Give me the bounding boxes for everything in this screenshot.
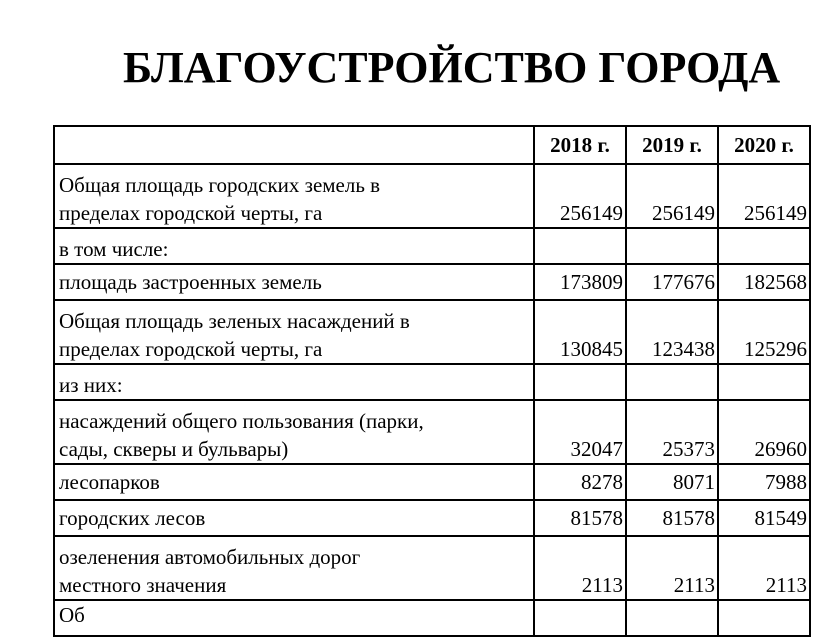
table-row xyxy=(54,600,810,636)
value-2020 xyxy=(718,364,810,400)
row-label: из них: xyxy=(54,364,534,400)
row-label-line1: озеленения автомобильных дорог xyxy=(59,545,361,569)
row-label xyxy=(54,536,534,600)
row-label xyxy=(54,164,534,228)
value-2020: 2113 xyxy=(718,536,810,600)
value-2019: 123438 xyxy=(626,300,718,364)
value-2020: 182568 xyxy=(718,264,810,300)
value-2019: 81578 xyxy=(626,500,718,536)
table-row xyxy=(54,300,810,364)
table-row xyxy=(54,228,810,264)
value-2020: 26960 xyxy=(718,400,810,464)
row-label-line1: Общая площадь зеленых насаждений в xyxy=(59,309,410,333)
value-2019 xyxy=(626,600,718,636)
value-2018: 2113 xyxy=(534,536,626,600)
row-label: городских лесов xyxy=(54,500,534,536)
header-year-2019: 2019 г. xyxy=(626,126,718,164)
table-row xyxy=(54,400,810,464)
value-2018: 130845 xyxy=(534,300,626,364)
row-label: в том числе: xyxy=(54,228,534,264)
row-label-line1: насаждений общего пользования (парки, xyxy=(59,409,424,433)
row-label: лесопарков xyxy=(54,464,534,500)
value-2018: 81578 xyxy=(534,500,626,536)
row-label xyxy=(54,300,534,364)
table-row xyxy=(54,364,810,400)
value-2018 xyxy=(534,364,626,400)
row-label: площадь застроенных земель xyxy=(54,264,534,300)
header-year-2018: 2018 г. xyxy=(534,126,626,164)
table-row xyxy=(54,464,810,500)
table-row xyxy=(54,164,810,228)
value-2019: 2113 xyxy=(626,536,718,600)
value-2019: 25373 xyxy=(626,400,718,464)
value-2018: 32047 xyxy=(534,400,626,464)
statistics-table xyxy=(53,125,811,637)
row-label-line2: местного значения xyxy=(59,573,227,597)
header-label-cell xyxy=(54,126,534,164)
row-label-line2: пределах городской черты, га xyxy=(59,337,323,361)
row-label xyxy=(54,400,534,464)
value-2019 xyxy=(626,364,718,400)
value-2019: 177676 xyxy=(626,264,718,300)
page-title: БЛАГОУСТРОЙСТВО ГОРОДА xyxy=(123,43,781,92)
table-row xyxy=(54,536,810,600)
value-2019: 256149 xyxy=(626,164,718,228)
value-2018 xyxy=(534,228,626,264)
value-2020: 125296 xyxy=(718,300,810,364)
value-2020 xyxy=(718,228,810,264)
row-label-line1: Общая площадь городских земель в xyxy=(59,173,381,197)
row-label: Об xyxy=(54,600,534,636)
value-2020 xyxy=(718,600,810,636)
value-2020: 256149 xyxy=(718,164,810,228)
value-2019 xyxy=(626,228,718,264)
table-row xyxy=(54,264,810,300)
value-2020: 81549 xyxy=(718,500,810,536)
row-label-line2: пределах городской черты, га xyxy=(59,201,323,225)
header-year-2020: 2020 г. xyxy=(718,126,810,164)
row-label-line2: сады, скверы и бульвары) xyxy=(59,437,289,461)
value-2018: 8278 xyxy=(534,464,626,500)
value-2020: 7988 xyxy=(718,464,810,500)
table-row xyxy=(54,500,810,536)
value-2018: 256149 xyxy=(534,164,626,228)
value-2018: 173809 xyxy=(534,264,626,300)
value-2019: 8071 xyxy=(626,464,718,500)
value-2018 xyxy=(534,600,626,636)
table-header-row xyxy=(54,126,810,164)
